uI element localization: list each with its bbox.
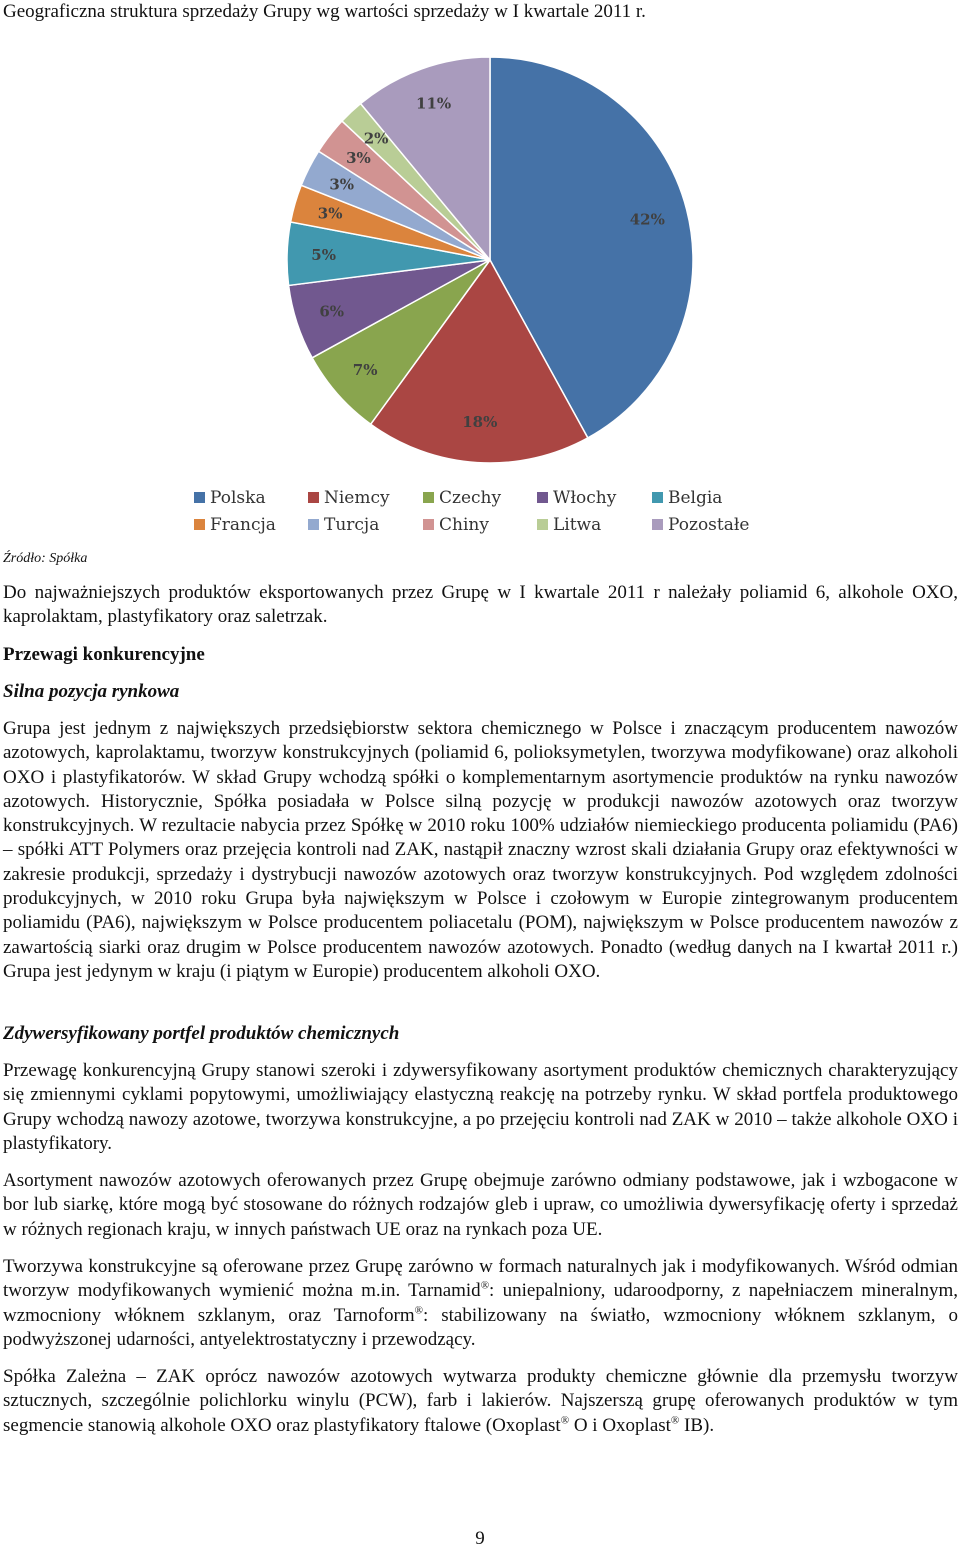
- legend-swatch-polska: [194, 492, 205, 503]
- legend-label-polska: Polska: [210, 488, 266, 508]
- registered-mark: ®: [670, 1414, 680, 1427]
- legend-swatch-pozostałe: [652, 519, 663, 530]
- legend-swatch-belgia: [652, 492, 663, 503]
- legend-label-litwa: Litwa: [553, 515, 602, 535]
- subsection-title-portfolio: Zdywersyfikowany portfel produktów chemicznych: [3, 1023, 400, 1044]
- data-label-chiny: 3%: [346, 148, 371, 167]
- plastics-text-1: Tworzywa konstrukcyjne są oferowane przez Grupę zarówno w formach naturalnych jak i modyfikowanych. Wśród odmian tworzyw modyfikowanych wymienić można m.in. Tarnamid: [3, 1256, 958, 1302]
- data-label-belgia: 5%: [311, 245, 336, 264]
- legend: [194, 488, 749, 535]
- paragraph-portfolio: Przewagę konkurencyjną Grupy stanowi szeroki i zdywersyfikowany asortyment produktów chemicznych charakteryzujący się zmiennymi cyklami popytowymi, umożliwiający elastyczną reakcję na potrzeby rynku. W skład portfela produktowego Grupy wchodzą nawozy azotowe, tworzywa konstrukcyjne, a po przejęciu kontroli nad ZAK w 2010 – także alkohole OXO i plastyfikatory.: [3, 1060, 958, 1154]
- paragraph-market-position: Grupa jest jednym z największych przedsiębiorstw sektora chemicznego w Polsce i znaczącym producentem nawozów azotowych, kaprolaktamu, tworzyw konstrukcyjnych (poliamid 6, polioksymetylen, tworzywa modyfikowane) oraz alkoholi OXO i plastyfikatorów. W skład Grupy wchodzą spółki o komplementarnym asortymencie produktów na rynku nawozów azotowych. Historycznie, Spółka posiadała w Polsce silną pozycję w produkcji nawozów azotowych oraz tworzyw konstrukcyjnych. W rezultacie nabycia przez Spółkę w 2010 roku 100% udziałów niemieckiego producenta poliamidu (PA6) – spółki ATT Polymers oraz przejęcia kontroli nad ZAK, nastąpił znaczny wzrost skali działania Grupy oraz efektywności w zakresie produkcji, sprzedaży i dystrybucji nawozów azotowych oraz tworzyw konstrukcyjnych. Pod względem zdolności produkcyjnych, w 2010 roku Grupa była największym w Polsce i czołowym w Europie zintegrowanym producentem poliamidu (PA6), największym w Polsce producentem poliacetalu (POM), największym w Polsce producentem nawozów z zawartością siarki oraz drugim w Polsce producentem nawozów azotowych. Ponadto (według danych na I kwartał 2011 r.) Grupa jest jedynym w kraju (i piątym w Europie) producentem alkoholi OXO.: [3, 718, 958, 982]
- paragraph-fertilizers: Asortyment nawozów azotowych oferowanych przez Grupę obejmuje zarówno odmiany podstawowe, jak i wzbogacone w bor lub siarkę, które mogą być stosowane do różnych rodzajów gleb i upraw, co umożliwia dywersyfikację oferty i sprzedaż w różnych regionach kraju, w innych państwach UE oraz na rynkach poza UE.: [3, 1170, 958, 1240]
- legend-swatch-litwa: [537, 519, 548, 530]
- legend-label-czechy: Czechy: [439, 488, 502, 508]
- legend-label-turcja: Turcja: [324, 515, 380, 535]
- data-label-pozostałe: 11%: [416, 94, 452, 113]
- legend-swatch-niemcy: [308, 492, 319, 503]
- legend-swatch-turcja: [308, 519, 319, 530]
- registered-mark: ®: [480, 1279, 490, 1292]
- legend-label-włochy: Włochy: [553, 488, 617, 508]
- zak-text-2: O i Oxoplast: [569, 1414, 671, 1436]
- legend-label-chiny: Chiny: [439, 515, 489, 535]
- registered-mark: ®: [560, 1414, 570, 1427]
- data-label-włochy: 6%: [319, 302, 345, 321]
- data-label-czechy: 7%: [352, 361, 378, 380]
- page-number: 9: [475, 1528, 485, 1549]
- legend-label-francja: Francja: [210, 515, 276, 535]
- paragraph-plastics: [3, 1255, 958, 1352]
- legend-swatch-czechy: [423, 492, 434, 503]
- paragraph-export: Do najważniejszych produktów eksportowanych przez Grupę w I kwartale 2011 r należały poliamid 6, alkohole OXO, kaprolaktam, plastyfikatory oraz saletrzak.: [3, 582, 958, 628]
- plastics-text-2: : uniepalniony, udaroodporny, z napełniaczem mineralnym, wzmocniony włóknem szklanym, oraz Tarnoform: [3, 1280, 958, 1326]
- zak-text-3: IB).: [679, 1414, 715, 1436]
- legend-label-pozostałe: Pozostałe: [668, 515, 750, 535]
- legend-label-niemcy: Niemcy: [324, 488, 390, 508]
- legend-label-belgia: Belgia: [668, 488, 723, 508]
- chart-title: Geograficzna struktura sprzedaży Grupy wg wartości sprzedaży w I kwartale 2011 r.: [3, 1, 646, 22]
- legend-swatch-włochy: [537, 492, 548, 503]
- legend-swatch-francja: [194, 519, 205, 530]
- plastics-text-3: : stabilizowany na światło, wzmocniony włóknem szklanym, o podwyższonej udarności, antyelektrostatyczny i przewodzący.: [3, 1304, 959, 1350]
- data-label-niemcy: 18%: [462, 413, 498, 432]
- source-note: Źródło: Spółka: [3, 551, 88, 566]
- legend-swatch-chiny: [423, 519, 434, 530]
- pie-chart: [180, 40, 780, 545]
- data-label-turcja: 3%: [329, 175, 355, 194]
- zak-text-1: Spółka Zależna – ZAK oprócz nawozów azotowych wytwarza produkty chemiczne głównie dla przemysłu tworzyw sztucznych, szczególnie polichlorku winylu (PCW), farb i lakierów. Najszerszą grupę oferowanych produktów w tym segmencie stanowią alkohole OXO oraz plastyfikatory ftalowe (Oxoplast: [3, 1366, 958, 1436]
- data-label-polska: 42%: [629, 210, 665, 229]
- pie-slices: [287, 57, 693, 463]
- section-title: Przewagi konkurencyjne: [3, 644, 205, 665]
- data-label-litwa: 2%: [363, 129, 389, 148]
- paragraph-zak: [3, 1365, 958, 1438]
- subsection-title-market-position: Silna pozycja rynkowa: [3, 681, 180, 702]
- registered-mark: ®: [414, 1304, 423, 1317]
- data-label-francja: 3%: [317, 204, 343, 223]
